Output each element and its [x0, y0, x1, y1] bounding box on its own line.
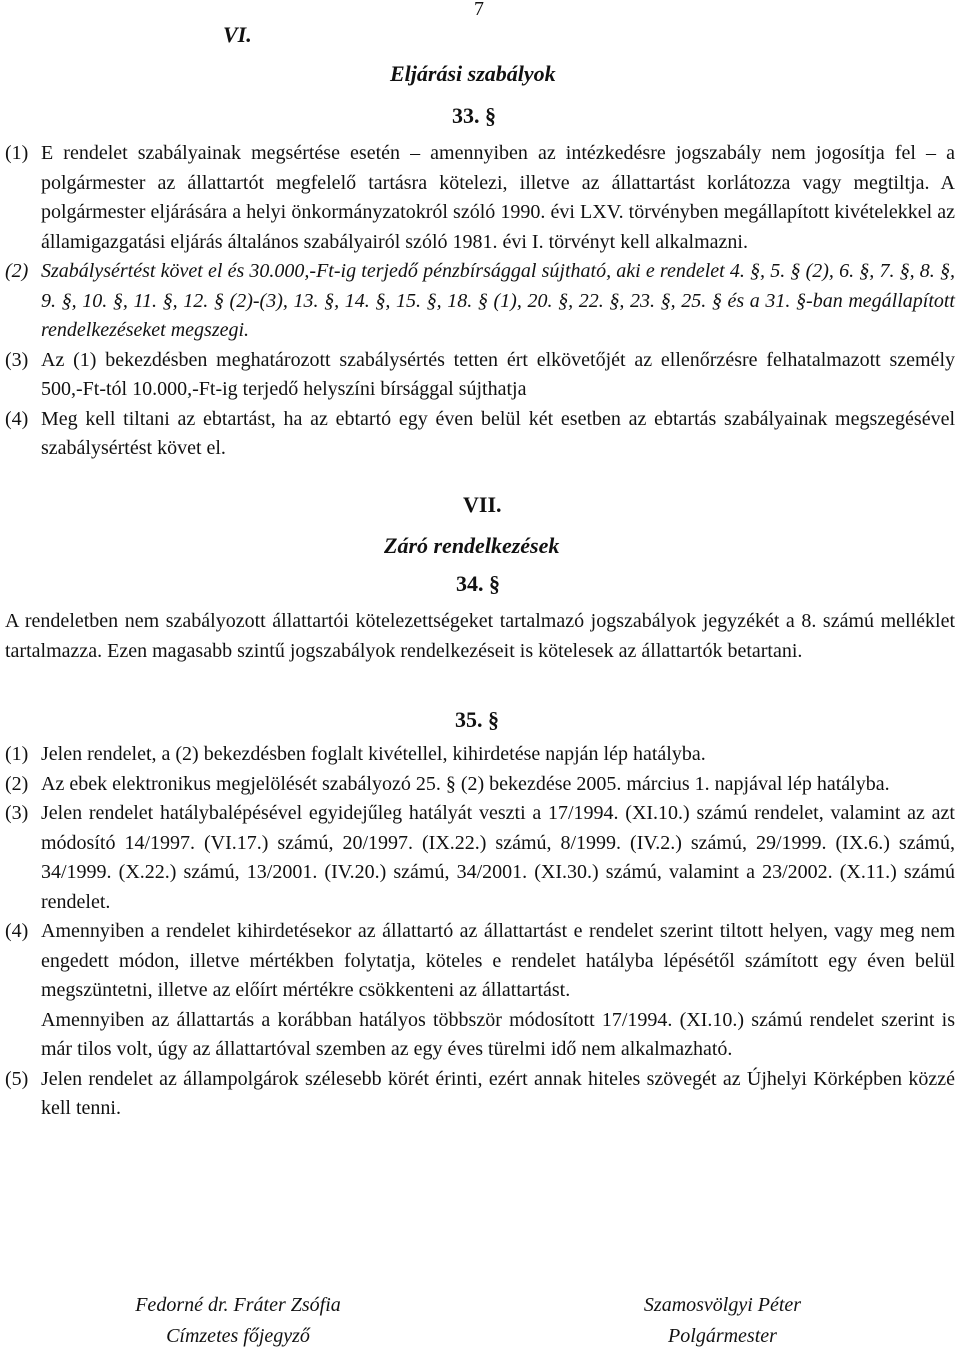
paragraph-item	[5, 257, 955, 346]
signature-block-left	[108, 1290, 368, 1352]
paragraph-item	[5, 139, 955, 257]
paragraph-number: (5)	[5, 1067, 29, 1090]
paragraph-text: E rendelet szabályainak megsértése esetén – amennyiben az intézkedésre jogszabály nem jogosítja fel – a polgármester az állattartót megfelelő tartásra kötelezi, illetve az állattartást korlátozza vagy megtiltja. A polgármester eljárására a helyi önkormányzatokról szóló 1990. évi LXV. törvényben megállapított kivételekkel az államigazgatási eljárás általános szabályairól szóló 1981. évi I. törvényt kell alkalmazni.	[41, 142, 955, 253]
paragraph-text: Az ebek elektronikus megjelölését szabályozó 25. § (2) bekezdése 2005. március 1. napjával lép hatályba.	[41, 772, 890, 795]
signatory-title: Polgármester	[668, 1325, 777, 1347]
paragraph-number: (1)	[5, 142, 29, 164]
section-35-body	[5, 740, 955, 1124]
paragraph-number: (2)	[5, 772, 29, 795]
page-number: 7	[474, 0, 484, 20]
section-number: 33. §	[452, 103, 496, 128]
paragraph-item	[5, 917, 955, 1006]
signatory-name: Fedorné dr. Fráter Zsófia	[135, 1294, 341, 1316]
chapter-title: Eljárási szabályok	[390, 61, 556, 86]
paragraph-text: A rendeletben nem szabályozott állattartói kötelezettségeket tartalmazó jogszabályok jegyzékét a 8. számú melléklet tartalmazza. Ezen magasabb szintű jogszabályok rendelkezéseit is kötelesek az állattartók betartani.	[5, 610, 955, 662]
paragraph-text: Amennyiben a rendelet kihirdetésekor az állattartó az állattartást e rendelet szerint tiltott helyen, vagy meg nem engedett módon, illetve mértékben folytatja, köteles e rendelet hatályba lépésétől számított egy éven belül megszüntetni, illetve az előírt mértékre csökkenteni az állattartást.	[41, 920, 955, 1001]
section-number: 35. §	[455, 707, 499, 732]
paragraph-text: Az (1) bekezdésben meghatározott szabálysértés tetten ért elkövetőjét az ellenőrzésre felhatalmazott személy 500,-Ft-tól 10.000,-Ft-ig terjedő helyszíni bírsággal sújthatja	[41, 348, 955, 400]
chapter-title: Záró rendelkezések	[384, 533, 560, 558]
signatory-title: Címzetes főjegyző	[166, 1325, 310, 1347]
paragraph-text: Szabálysértést követ el és 30.000,-Ft-ig terjedő pénzbírsággal sújtható, aki e rendelet 4. §, 5. § (2), 6. §, 7. §, 8. §, 9. §, 10. §, 11. §, 12. § (2)-(3), 13. §, 14. §, 15. §, 18. § (1), 20. §, 22. §, 23. §, 25. § és a 31. §-ban megállapított rendelkezéseket megszegi.	[41, 260, 955, 341]
section-33-body	[5, 139, 955, 464]
chapter-numeral: VII.	[463, 492, 502, 517]
paragraph-number: (4)	[5, 920, 29, 942]
chapter-numeral: VI.	[223, 22, 252, 47]
paragraph-item	[5, 740, 955, 770]
paragraph-text: Amennyiben az állattartás a korábban hatályos többször módosított 17/1994. (XI.10.) számú rendelet szerint is már tilos volt, úgy az állattartóval szemben az egy éves türelmi idő nem alkalmazható.	[41, 1008, 955, 1060]
paragraph-number: (3)	[5, 802, 29, 824]
paragraph-number: (2)	[5, 260, 29, 282]
paragraph-item	[5, 799, 955, 917]
paragraph-item	[5, 1065, 955, 1124]
paragraph-text: Meg kell tiltani az ebtartást, ha az ebtartó egy éven belül két esetben az ebtartás szabályainak megszegésével szabálysértést követ el.	[41, 407, 955, 459]
section-number: 34. §	[456, 571, 500, 596]
paragraph-continuation	[5, 1006, 955, 1065]
paragraph-item	[5, 346, 955, 405]
paragraph-number: (1)	[5, 743, 29, 765]
paragraph-text: Jelen rendelet az állampolgárok szélesebb körét érinti, ezért annak hiteles szövegét az Újhelyi Körképben közzé kell tenni.	[41, 1067, 955, 1119]
paragraph-item	[5, 770, 955, 800]
paragraph-number: (4)	[5, 407, 29, 430]
paragraph-number: (3)	[5, 348, 29, 371]
signatory-name: Szamosvölgyi Péter	[643, 1294, 802, 1316]
paragraph-text: Jelen rendelet hatálybalépésével egyidejűleg hatályát veszti a 17/1994. (XI.10.) számú rendelet, valamint az azt módosító 14/1997. (VI.17.) számú, 20/1997. (IX.22.) számú, 8/1999. (IV.2.) számú, 29/1999. (IX.6.) számú, 34/1999. (X.22.) számú, 13/2001. (IV.20.) számú, 34/2001. (XI.30.) számú, valamint a 23/2002. (X.11.) számú rendelet.	[41, 802, 955, 913]
paragraph-text: Jelen rendelet, a (2) bekezdésben foglalt kivétellel, kihirdetése napján lép hatályba.	[41, 743, 706, 765]
signature-block-right	[600, 1290, 845, 1352]
paragraph-item	[5, 405, 955, 464]
section-34-body	[5, 607, 955, 666]
